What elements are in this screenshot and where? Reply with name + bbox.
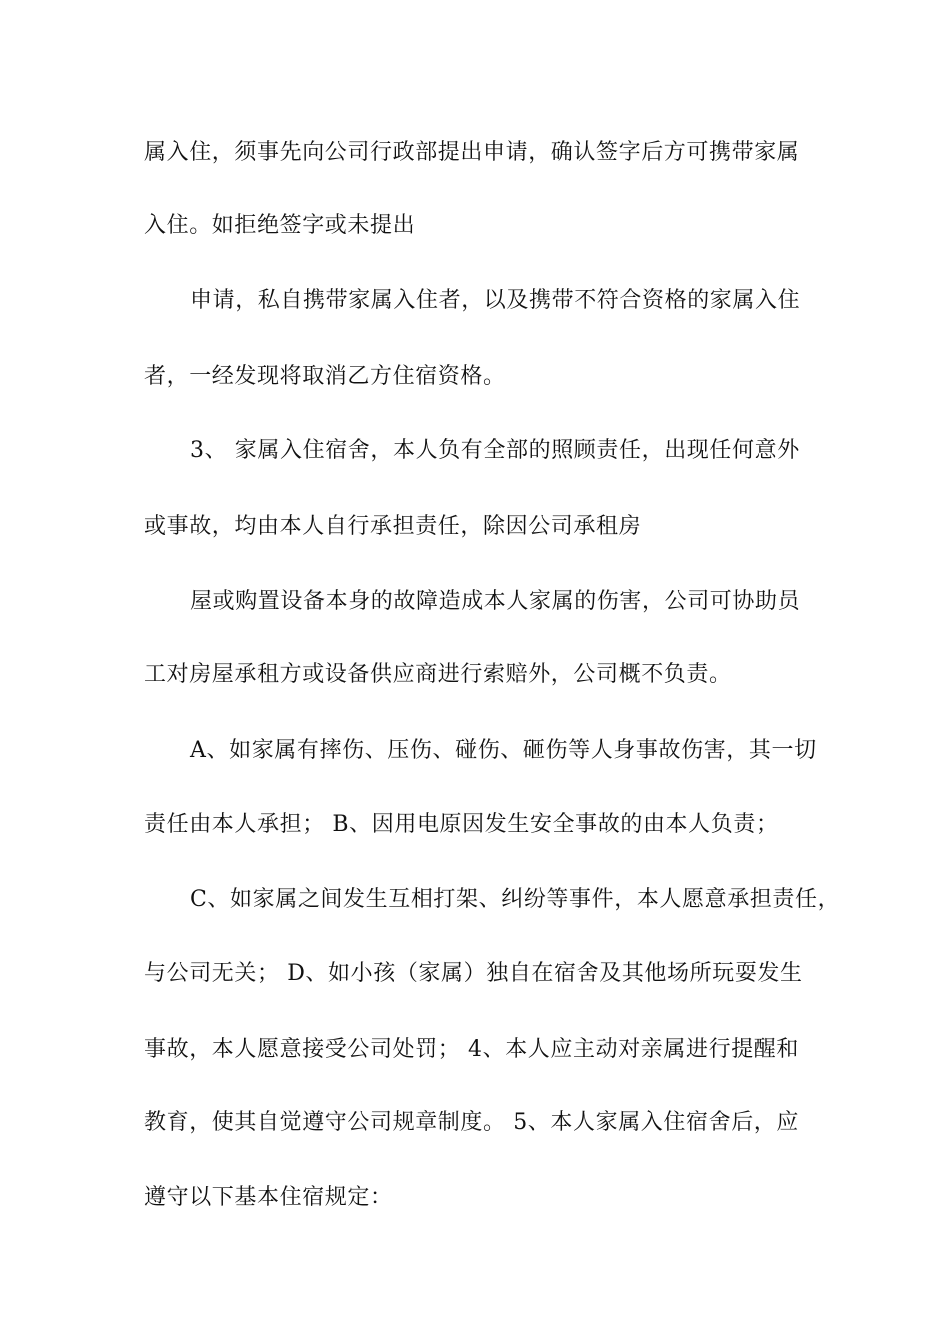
paragraph-line: 教育，使其自觉遵守公司规章制度。 5、本人家属入住宿舍后，应 — [144, 1110, 799, 1135]
paragraph-line: 申请，私自携带家属入住者，以及携带不符合资格的家属入住 — [190, 288, 801, 313]
paragraph-line: 遵守以下基本住宿规定： — [144, 1185, 393, 1210]
paragraph-line: 或事故，均由本人自行承担责任，除因公司承租房 — [144, 514, 642, 539]
paragraph-line: 屋或购置设备本身的故障造成本人家属的伤害，公司可协助员 — [190, 589, 801, 614]
paragraph-line: 工对房屋承租方或设备供应商进行索赔外，公司概不负责。 — [144, 662, 732, 687]
paragraph-line: 入住。如拒绝签字或未提出 — [144, 213, 416, 238]
paragraph-line: 属入住，须事先向公司行政部提出申请，确认签字后方可携带家属 — [144, 140, 800, 165]
paragraph-line: C、如家属之间发生互相打架、纠纷等事件，本人愿意承担责任， — [190, 887, 841, 912]
paragraph-line: A、如家属有摔伤、压伤、碰伤、砸伤等人身事故伤害，其一切 — [190, 738, 817, 763]
paragraph-line: 责任由本人承担； B、因用电原因发生安全事故的由本人负责； — [144, 812, 779, 837]
paragraph-line: 事故，本人愿意接受公司处罚； 4、本人应主动对亲属进行提醒和 — [144, 1037, 799, 1062]
paragraph-line: 者，一经发现将取消乙方住宿资格。 — [144, 364, 506, 389]
paragraph-line: 3、 家属入住宿舍，本人负有全部的照顾责任，出现任何意外 — [190, 438, 800, 463]
paragraph-line: 与公司无关； D、如小孩（家属）独自在宿舍及其他场所玩耍发生 — [144, 961, 803, 986]
